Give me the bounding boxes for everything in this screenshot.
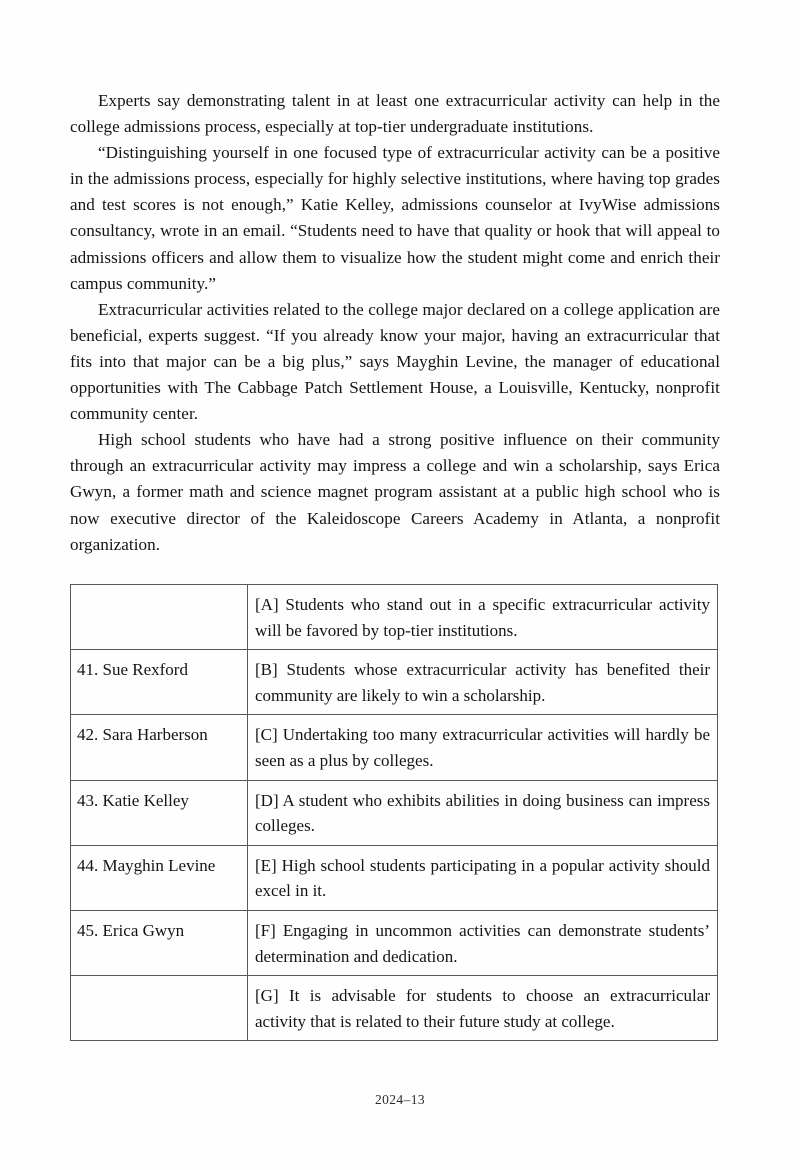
- table-row: [71, 976, 718, 1041]
- paragraph: “Distinguishing yourself in one focused type of extracurricular activity can be a positive in the admissions process, especially for highly selective institutions, where having top grades and test scores is not enough,” Katie Kelley, admissions counselor at IvyWise admissions consultancy, wrote in an email. “Students need to have that quality or hook that will appeal to admissions officers and allow them to visualize how the student might come and enrich their campus community.”: [70, 143, 720, 293]
- table-row: [71, 910, 718, 975]
- paragraph: Extracurricular activities related to the college major declared on a college application are beneficial, experts suggest. “If you already know your major, having an extracurricular that fits into that major can be a big plus,” says Mayghin Levine, the manager of educational opportunities with The Cabbage Patch Settlement House, a Louisville, Kentucky, nonprofit community center.: [70, 299, 720, 424]
- table-row: [71, 780, 718, 845]
- option-cell[interactable]: [C] Undertaking too many extracurricular activities will hardly be seen as a plus by colleges.: [248, 715, 718, 780]
- person-name-cell[interactable]: 42. Sara Harberson: [71, 715, 248, 780]
- matching-table-body: [71, 585, 718, 1041]
- person-name-cell[interactable]: 43. Katie Kelley: [71, 780, 248, 845]
- paragraph: Experts say demonstrating talent in at least one extracurricular activity can help in the college admissions process, especially at top-tier undergraduate institutions.: [70, 91, 720, 137]
- person-name-cell[interactable]: 41. Sue Rexford: [71, 650, 248, 715]
- table-row: [71, 585, 718, 650]
- option-cell[interactable]: [D] A student who exhibits abilities in doing business can impress colleges.: [248, 780, 718, 845]
- person-name-cell[interactable]: [71, 976, 248, 1041]
- page-footer: 2024–13: [374, 1092, 426, 1107]
- matching-table: [70, 584, 718, 1041]
- option-cell[interactable]: [F] Engaging in uncommon activities can demonstrate students’ determination and dedication.: [248, 910, 718, 975]
- option-cell[interactable]: [A] Students who stand out in a specific extracurricular activity will be favored by top-tier institutions.: [248, 585, 718, 650]
- table-row: [71, 650, 718, 715]
- person-name-cell[interactable]: 45. Erica Gwyn: [71, 910, 248, 975]
- option-cell[interactable]: [B] Students whose extracurricular activity has benefited their community are likely to win a scholarship.: [248, 650, 718, 715]
- table-row: [71, 715, 718, 780]
- option-cell[interactable]: [G] It is advisable for students to choose an extracurricular activity that is related to their future study at college.: [248, 976, 718, 1041]
- person-name-cell[interactable]: 44. Mayghin Levine: [71, 845, 248, 910]
- paragraph: High school students who have had a strong positive influence on their community through an extracurricular activity may impress a college and win a scholarship, says Erica Gwyn, a former math and science magnet program assistant at a public high school who is now executive director of the Kaleidoscope Careers Academy in Atlanta, a nonprofit organization.: [70, 430, 720, 554]
- option-cell[interactable]: [E] High school students participating in a popular activity should excel in it.: [248, 845, 718, 910]
- article-body: [70, 88, 720, 558]
- table-row: [71, 845, 718, 910]
- person-name-cell[interactable]: [71, 585, 248, 650]
